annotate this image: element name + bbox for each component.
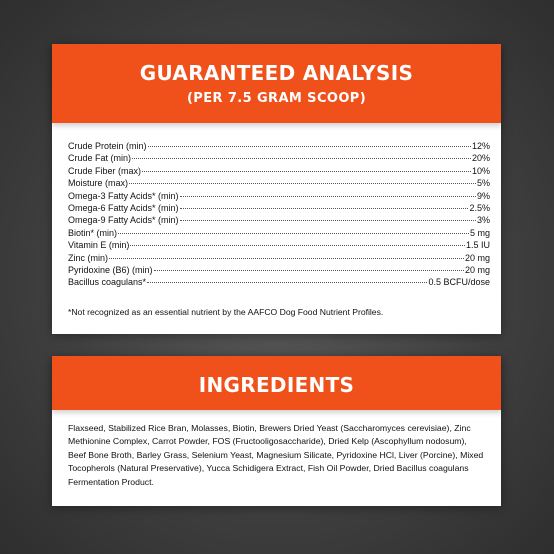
analysis-label: Vitamin E (min) <box>68 240 130 251</box>
guaranteed-analysis-panel <box>52 44 501 334</box>
analysis-value: 20% <box>471 153 490 164</box>
ingredients-panel <box>52 356 501 506</box>
analysis-footnote: *Not recognized as an essential nutrient by the AAFCO Dog Food Nutrient Profiles. <box>68 307 384 317</box>
analysis-value: 10% <box>471 165 490 176</box>
dot-leader <box>132 158 471 159</box>
guaranteed-analysis-list <box>68 140 490 289</box>
analysis-label: Omega-3 Fatty Acids* (min) <box>68 190 179 201</box>
analysis-label: Crude Fat (min) <box>68 153 132 164</box>
dot-leader <box>180 208 469 209</box>
analysis-label: Bacillus coagulans* <box>68 277 147 288</box>
analysis-label: Zinc (min) <box>68 252 108 263</box>
analysis-label: Crude Fiber (max) <box>68 165 142 176</box>
analysis-value: 1.5 IU <box>465 240 490 251</box>
analysis-value: 5% <box>476 178 490 189</box>
analysis-row <box>68 239 490 251</box>
ingredients-header <box>52 356 501 410</box>
analysis-label: Crude Protein (min) <box>68 141 147 151</box>
dot-leader <box>118 233 469 234</box>
dot-leader <box>148 146 471 147</box>
analysis-row <box>68 227 490 239</box>
analysis-row <box>68 202 490 214</box>
analysis-value: 20 mg <box>464 252 490 263</box>
analysis-value: 20 mg <box>464 264 490 275</box>
ingredients-title: INGREDIENTS <box>198 373 355 397</box>
dot-leader <box>154 270 464 271</box>
analysis-row <box>68 214 490 226</box>
guaranteed-analysis-subtitle: (PER 7.5 GRAM SCOOP) <box>186 91 367 106</box>
analysis-value: 3% <box>476 215 490 226</box>
dot-leader <box>109 258 464 259</box>
dot-leader <box>142 171 471 172</box>
analysis-row <box>68 177 490 189</box>
analysis-label: Omega-9 Fatty Acids* (min) <box>68 215 179 226</box>
analysis-row <box>68 276 490 288</box>
analysis-label: Moisture (max) <box>68 178 129 189</box>
analysis-value: 9% <box>476 190 490 201</box>
guaranteed-analysis-header <box>52 44 501 123</box>
analysis-label: Biotin* (min) <box>68 227 118 238</box>
analysis-value: 12% <box>471 141 490 151</box>
analysis-value: 5 mg <box>469 227 490 238</box>
ingredients-text: Flaxseed, Stabilized Rice Bran, Molasses, Biotin, Brewers Dried Yeast (Saccharomyces cerevisiae), Zinc Methionine Complex, Carrot Powder, FOS (Fructooligosaccharide), Dried Kelp (Ascophyllum nodosum), Beef Bone Broth, Barley Grass, Selenium Yeast, Magnesium Silicate, Pyridoxine HCl, Liver (Porcine), Mixed Tocopherols (Natural Preservative), Yucca Schidigera Extract, Fish Oil Powder, Dried Bacillus coagulans Fermentation Product. <box>68 423 484 487</box>
dot-leader <box>147 282 427 283</box>
guaranteed-analysis-title: GUARANTEED ANALYSIS <box>139 61 414 85</box>
dot-leader <box>130 245 465 246</box>
analysis-row <box>68 165 490 177</box>
analysis-row <box>68 190 490 202</box>
analysis-row <box>68 264 490 276</box>
analysis-value: 2.5% <box>469 202 490 213</box>
analysis-row <box>68 140 490 152</box>
analysis-value: 0.5 BCFU/dose <box>428 277 490 288</box>
analysis-row <box>68 152 490 164</box>
analysis-row <box>68 252 490 264</box>
dot-leader <box>180 196 476 197</box>
dot-leader <box>180 220 476 221</box>
dot-leader <box>129 183 476 184</box>
analysis-label: Omega-6 Fatty Acids* (min) <box>68 202 179 213</box>
analysis-label: Pyridoxine (B6) (min) <box>68 264 153 275</box>
